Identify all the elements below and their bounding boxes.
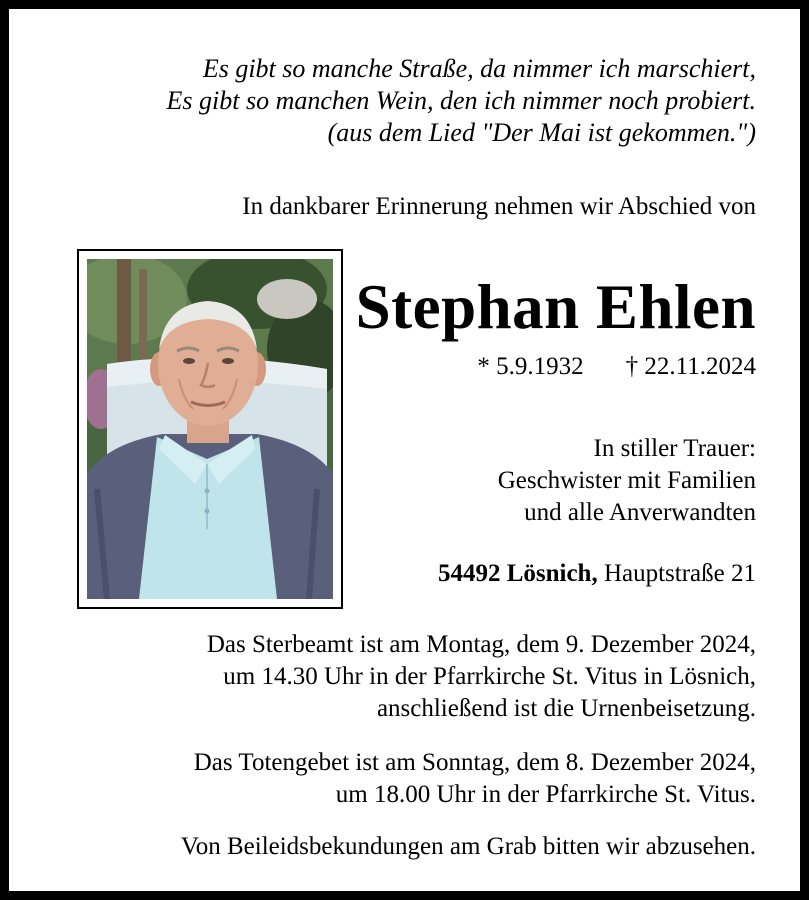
service-line: anschließend ist die Urnenbeisetzung.: [376, 695, 756, 722]
death-date: † 22.11.2024: [625, 353, 756, 380]
life-dates: [477, 353, 756, 381]
closing-note: Von Beileidsbekundungen am Grab bitten wir abzusehen.: [180, 833, 756, 860]
intro-text: In dankbarer Erinnerung nehmen wir Abschied von: [242, 193, 756, 220]
prayer-line: Das Totengebet ist am Sonntag, dem 8. Dezember 2024,: [193, 749, 756, 776]
portrait-frame: [77, 249, 343, 609]
mourners-block: [498, 433, 756, 529]
quote-line: Es gibt so manche Straße, da nimmer ich marschiert,: [202, 54, 756, 83]
memorial-quote: [167, 53, 757, 149]
mourners-line: und alle Anverwandten: [524, 499, 756, 526]
prayer-line: um 18.00 Uhr in der Pfarrkirche St. Vitus.: [335, 781, 756, 808]
prayer-service-info: [194, 747, 756, 811]
service-line: Das Sterbeamt ist am Montag, dem 9. Dezember 2024,: [206, 631, 756, 658]
address-place: 54492 Lösnich,: [437, 560, 598, 587]
portrait-photo: [87, 259, 333, 599]
requiem-service-info: [207, 629, 756, 725]
deceased-name: Stephan Ehlen: [355, 272, 756, 342]
family-address: [438, 560, 756, 588]
mourners-line: Geschwister mit Familien: [497, 467, 756, 494]
mourners-line: In stiller Trauer:: [593, 435, 756, 462]
quote-line: Es gibt so manchen Wein, den ich nimmer noch probiert.: [166, 86, 756, 115]
quote-source: (aus dem Lied "Der Mai ist gekommen."): [327, 118, 756, 147]
birth-date: * 5.9.1932: [477, 353, 584, 380]
address-street: Hauptstraße 21: [603, 560, 756, 587]
service-line: um 14.30 Uhr in der Pfarrkirche St. Vitus in Lösnich,: [223, 663, 756, 690]
